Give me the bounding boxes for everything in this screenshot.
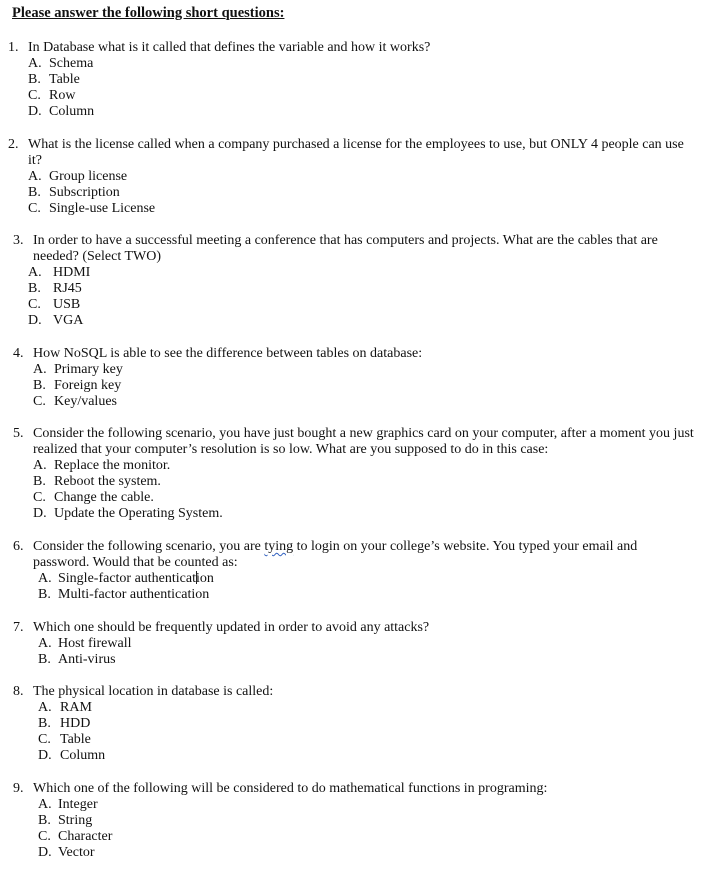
option: C. Change the cable. — [33, 490, 154, 505]
question-number: 1. — [8, 40, 19, 55]
question-3 — [0, 233, 700, 329]
option: C. Character — [38, 829, 113, 844]
option: B. Multi-factor authentication — [38, 587, 210, 602]
question-text-line2: password. Would that be counted as: — [33, 555, 238, 570]
question-number: 9. — [13, 781, 24, 796]
question-text-line1: Consider the following scenario, you have just bought a new graphics card on your computer, after a moment you just — [33, 426, 694, 441]
option: B. Table — [28, 72, 80, 87]
question-1 — [0, 40, 700, 120]
spelling-error-mark: tying — [264, 539, 294, 554]
question-5 — [0, 426, 700, 522]
question-8 — [0, 684, 700, 764]
question-text-line1: In order to have a successful meeting a conference that has computers and projects. What are the cables that are — [33, 233, 658, 248]
option: B. Reboot the system. — [33, 474, 161, 489]
question-text: Which one of the following will be considered to do mathematical functions in programing: — [33, 781, 548, 796]
question-text-line2: it? — [28, 153, 42, 168]
option: C. USB — [28, 297, 81, 312]
option: B. String — [38, 813, 93, 828]
question-6 — [0, 539, 700, 603]
option: B. RJ45 — [28, 281, 82, 296]
option: A. Group license — [28, 169, 128, 184]
option: C. Row — [28, 88, 76, 103]
option: B. HDD — [38, 716, 91, 731]
question-text-line1: What is the license called when a company purchased a license for the employees to use, but ONLY 4 people can use — [28, 137, 684, 152]
question-text-line2: realized that your computer’s resolution is so low. What are you supposed to do in this case: — [33, 442, 549, 457]
question-text-line2: needed? (Select TWO) — [33, 249, 162, 264]
option: A. Replace the monitor. — [33, 458, 171, 473]
question-text: How NoSQL is able to see the difference between tables on database: — [33, 346, 423, 361]
option: A. Primary key — [33, 362, 123, 377]
question-text: In Database what is it called that defines the variable and how it works? — [28, 40, 431, 55]
option: C. Table — [38, 732, 91, 747]
option: D. Vector — [38, 845, 95, 860]
question-text: The physical location in database is called: — [33, 684, 274, 699]
question-2 — [0, 137, 700, 217]
option: D. Column — [38, 748, 106, 763]
question-number: 8. — [13, 684, 24, 699]
question-9 — [0, 781, 700, 861]
question-number: 5. — [13, 426, 24, 441]
option: A. Schema — [28, 56, 94, 71]
page-heading: Please answer the following short questions: — [12, 5, 285, 21]
option: D. Column — [28, 104, 95, 119]
question-number: 2. — [8, 137, 19, 152]
option: A. Host firewall — [38, 636, 132, 651]
option: A. Integer — [38, 797, 98, 812]
question-number: 3. — [13, 233, 24, 248]
option: A. Single-factor authentication — [38, 571, 214, 586]
option: A. HDMI — [28, 265, 91, 280]
question-number: 7. — [13, 620, 24, 635]
question-7 — [0, 620, 700, 668]
option: D. VGA — [28, 313, 84, 328]
option: C. Key/values — [33, 394, 117, 409]
question-text-line1: Consider the following scenario, you are tying to login on your college’s website. You typed your email and — [33, 539, 638, 554]
option: B. Anti-virus — [38, 652, 116, 667]
option: B. Foreign key — [33, 378, 122, 393]
question-number: 4. — [13, 346, 24, 361]
option: A. RAM — [38, 700, 92, 715]
option: C. Single-use License — [28, 201, 156, 216]
question-4 — [0, 346, 700, 410]
option: D. Update the Operating System. — [33, 506, 223, 521]
option: B. Subscription — [28, 185, 120, 200]
question-number: 6. — [13, 539, 24, 554]
question-text: Which one should be frequently updated in order to avoid any attacks? — [33, 620, 430, 635]
